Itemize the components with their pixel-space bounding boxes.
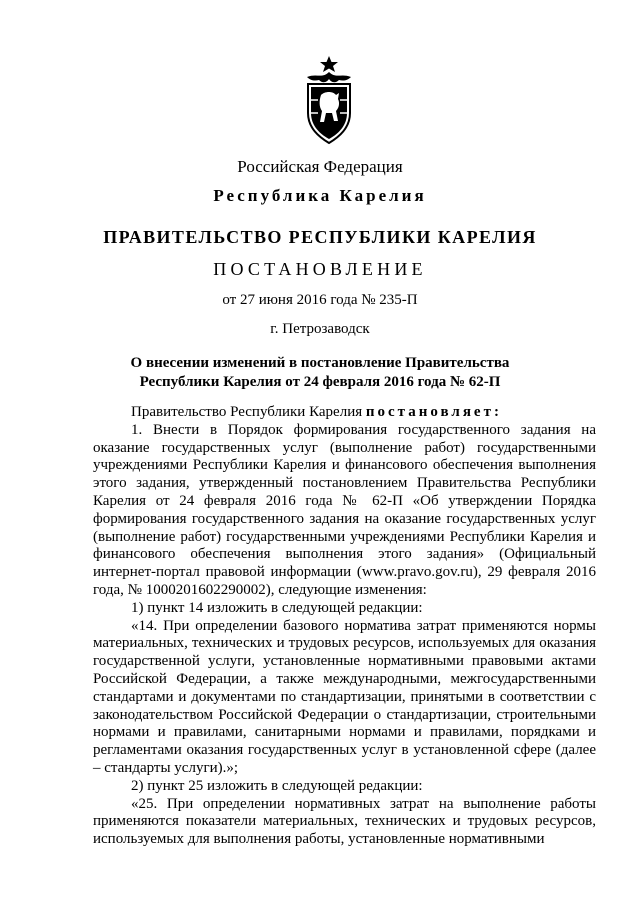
document-title [0, 354, 640, 392]
intro-decree-word: постановляет: [365, 404, 502, 420]
document-body [93, 404, 596, 849]
paragraph-5: «25. При определении нормативных затрат на выполнение работы применяются показатели материальных, технических и трудовых ресурсов, используемых для выполнения работы, установленные нормативными [93, 795, 596, 848]
coat-of-arms-emblem [303, 55, 355, 145]
intro-paragraph [93, 404, 596, 422]
intro-prefix: Правительство Республики Карелия [131, 404, 366, 420]
paragraph-4: 2) пункт 25 изложить в следующей редакции: [131, 777, 423, 794]
government-name: ПРАВИТЕЛЬСТВО РЕСПУБЛИКИ КАРЕЛИЯ [103, 227, 537, 247]
document-type: ПОСТАНОВЛЕНИЕ [213, 259, 427, 279]
republic-name: Республика Карелия [213, 186, 427, 205]
document-city: г. Петрозаводск [270, 321, 370, 337]
document-title-line-1: О внесении изменений в постановление Правительства [130, 355, 510, 371]
document-title-line-2: Республики Карелия от 24 февраля 2016 года № 62-П [139, 374, 501, 390]
paragraph-2: 1) пункт 14 изложить в следующей редакции: [131, 599, 423, 616]
paragraph-3: «14. При определении базового норматива затрат применяются нормы материальных, технических и трудовых ресурсов, используемых для оказания государственной услуги, установленные нормативными правовыми актами Российской Федерации, а также международными, межгосударственными стандартами и документами по стандартизации, принятыми в соответствии с законодательством Российской Федерации о стандартизации, строительными нормами и правилами, санитарными нормами и правилами, порядками и регламентами оказания государственных услуг в установленной сфере (далее – стандарты услуги).»; [93, 617, 596, 776]
paragraph-1: 1. Внести в Порядок формирования государственного задания на оказание государственных услуг (выполнение работ) государственными учреждениями Республики Карелия и финансового обеспечения выполнения этого задания, утвержденный постановлением Правительства Республики Карелия от 24 февраля 2016 года № 62-П «Об утверждении Порядка формирования государственного задания на оказание государственных услуг (выполнение работ) государственными учреждениями Республики Карелия и финансового обеспечения выполнения этого задания» (Официальный интернет-портал правовой информации (www.pravo.gov.ru), 29 февраля 2016 года, № 1000201602290002), следующие изменения: [93, 421, 596, 598]
country-name: Российская Федерация [237, 157, 403, 176]
document-date-number: от 27 июня 2016 года № 235-П [222, 292, 418, 308]
